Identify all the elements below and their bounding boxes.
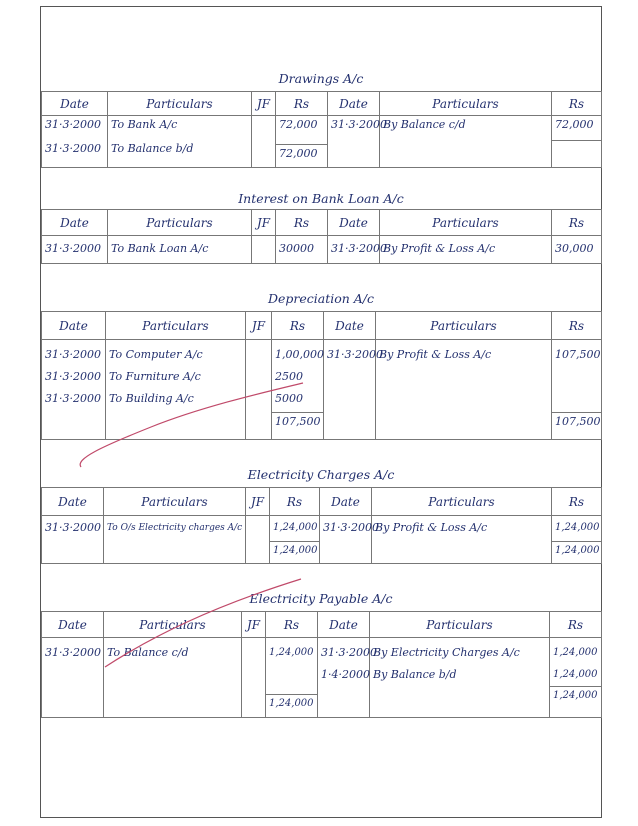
entry-date: 31·3·2000 [331,118,387,131]
jf-header: JF [246,488,270,516]
entry-amount: 1,24,000 [269,647,314,658]
debit-dates [42,340,106,440]
entry-date: 31·3·2000 [331,242,387,255]
entry-amount: 30000 [279,242,314,255]
ledger-table [41,611,602,718]
entry-particular: By Balance c/d [383,118,466,131]
total-amount: 1,24,000 [552,541,601,560]
account-title: Electricity Payable A/c [249,591,393,606]
debit-dates [42,236,108,264]
entry-particular: To Building A/c [109,392,194,405]
entry-date: 31·3·2000 [45,370,101,383]
entry-date: 31·3·2000 [323,521,379,534]
amount-header: Rs [552,210,602,236]
credit-dates [328,236,387,264]
amount-header: Rs [552,312,602,340]
table-row [42,116,602,168]
account-title: Interest on Bank Loan A/c [238,191,404,206]
particulars-header: Particulars [376,312,552,340]
total-amount: 72,000 [276,144,327,163]
debit-amounts [276,116,328,168]
particulars-header: Particulars [108,210,252,236]
debit-dates [42,638,104,718]
jf-cell [246,340,272,440]
table-row [42,516,602,564]
date-header: Date [318,612,370,638]
particulars-header: Particulars [104,612,242,638]
debit-particulars [108,236,252,264]
entry-date: 31·3·2000 [45,646,101,659]
table-row [42,638,602,718]
debit-particulars [108,116,252,168]
ledger-table [41,91,602,168]
entry-amount: 30,000 [555,242,594,255]
entry-amount: 1,00,000 [275,348,324,361]
amount-header: Rs [550,612,602,638]
ledger-table [41,487,602,564]
credit-dates [318,638,377,718]
total-amount: 1,24,000 [270,541,319,560]
credit-particulars [376,340,552,440]
credit-amounts [552,116,602,168]
entry-amount: 72,000 [279,118,318,131]
date-header: Date [320,488,372,516]
particulars-header: Particulars [104,488,246,516]
debit-particulars [104,516,246,564]
header-row [42,312,602,340]
entry-particular: By Electricity Charges A/c [373,646,520,659]
entry-amount: 1,24,000 [553,669,598,680]
entry-date: 31·3·2000 [45,142,101,155]
jf-header: JF [252,210,276,236]
amount-header: Rs [552,92,602,116]
entry-date: 31·3·2000 [321,646,377,659]
total-amount: 107,500 [272,412,323,431]
debit-amounts [276,236,328,264]
entry-amount: 107,500 [555,348,601,361]
entry-particular: To O/s Electricity charges A/c [107,523,243,533]
date-header: Date [42,210,108,236]
total-amount: 1,24,000 [266,694,317,713]
header-row [42,210,602,236]
debit-particulars [104,638,242,718]
entry-amount: 2500 [275,370,303,383]
entry-date: 31·3·2000 [45,242,101,255]
header-row [42,488,602,516]
entry-particular: To Balance b/d [111,142,194,155]
date-header: Date [42,488,104,516]
entry-particular: To Furniture A/c [109,370,201,383]
entry-date: 31·3·2000 [327,348,383,361]
ledger-page [40,6,602,818]
entry-particular: By Profit & Loss A/c [375,521,488,534]
amount-header: Rs [270,488,320,516]
entry-particular: By Profit & Loss A/c [383,242,496,255]
account-title: Depreciation A/c [267,291,375,306]
header-row [42,612,602,638]
debit-amounts [270,516,320,564]
credit-dates [320,516,379,564]
particulars-header: Particulars [106,312,246,340]
credit-amounts [550,638,602,718]
date-header: Date [42,92,108,116]
date-header: Date [324,312,376,340]
table-row [42,340,602,440]
ledger-table [41,209,602,264]
entry-amount: 1,24,000 [555,522,600,533]
credit-particulars [372,516,552,564]
date-header: Date [42,312,106,340]
credit-particulars [380,236,552,264]
amount-header: Rs [552,488,602,516]
entry-particular: To Bank Loan A/c [111,242,209,255]
debit-amounts [266,638,318,718]
jf-header: JF [242,612,266,638]
entry-date: 31·3·2000 [45,348,101,361]
credit-particulars [380,116,552,168]
date-header: Date [328,210,380,236]
total-amount: 107,500 [552,412,601,431]
jf-cell [246,516,270,564]
date-header: Date [42,612,104,638]
entry-amount: 5000 [275,392,303,405]
debit-dates [42,516,104,564]
amount-header: Rs [276,210,328,236]
entry-date: 31·3·2000 [45,521,101,534]
total-amount: 1,24,000 [550,686,601,705]
entry-particular: To Bank A/c [111,118,178,131]
entry-amount: 1,24,000 [273,522,318,533]
amount-header: Rs [272,312,324,340]
debit-amounts [272,340,324,440]
particulars-header: Particulars [380,210,552,236]
particulars-header: Particulars [108,92,252,116]
amount-header: Rs [276,92,328,116]
account-title: Drawings A/c [278,71,364,86]
entry-amount: 72,000 [555,118,594,131]
credit-amounts [552,340,602,440]
particulars-header: Particulars [370,612,550,638]
jf-header: JF [246,312,272,340]
jf-cell [242,638,266,718]
entry-particular: To Computer A/c [109,348,203,361]
entry-date: 1·4·2000 [321,668,370,681]
jf-header: JF [252,92,276,116]
date-header: Date [328,92,380,116]
particulars-header: Particulars [372,488,552,516]
total-amount [552,140,601,159]
jf-cell [252,116,276,168]
credit-dates [328,116,387,168]
debit-particulars [106,340,246,440]
credit-dates [324,340,383,440]
debit-dates [42,116,108,168]
entry-date: 31·3·2000 [45,392,101,405]
header-row [42,92,602,116]
table-row [42,236,602,264]
credit-particulars [370,638,550,718]
entry-particular: By Balance b/d [373,668,457,681]
account-title: Electricity Charges A/c [247,467,395,482]
particulars-header: Particulars [380,92,552,116]
ledger-table [41,311,602,440]
credit-amounts [552,236,602,264]
entry-amount: 1,24,000 [553,647,598,658]
entry-particular: To Balance c/d [107,646,189,659]
jf-cell [252,236,276,264]
credit-amounts [552,516,602,564]
amount-header: Rs [266,612,318,638]
entry-date: 31·3·2000 [45,118,101,131]
entry-particular: By Profit & Loss A/c [379,348,492,361]
